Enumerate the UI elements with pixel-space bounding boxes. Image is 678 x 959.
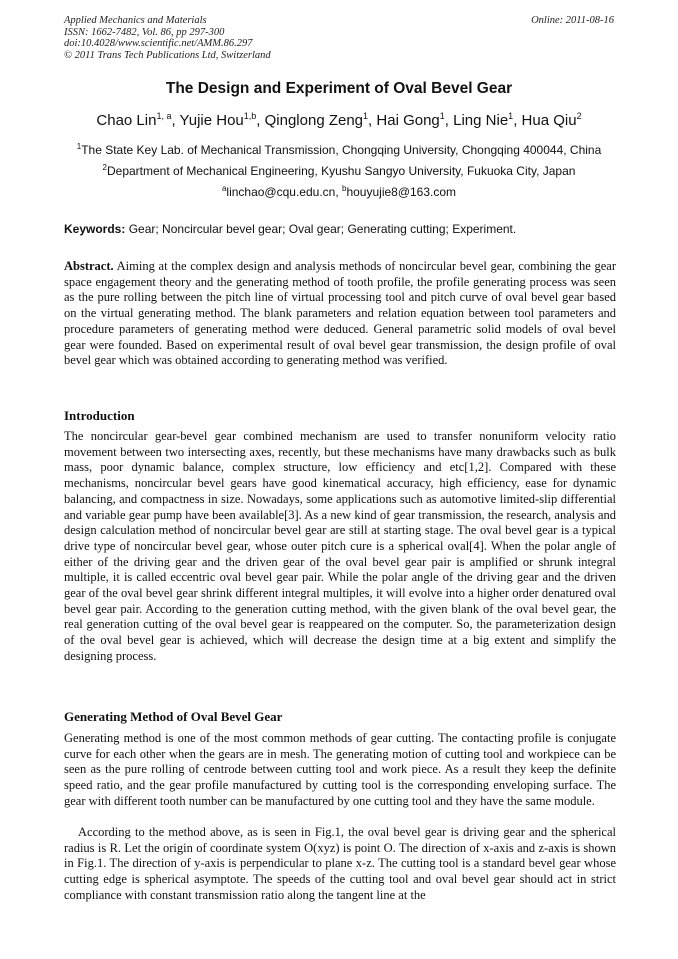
- section-heading: Introduction: [64, 408, 135, 423]
- body-paragraph: According to the method above, as is seen in Fig.1, the oval bevel gear is driving gear and the spherical radius is R. Let the origin of coordinate system O(xyz) is point O. The direction of x-axis and z-axis is shown in Fig.1. The direction of y-axis is perpendicular to plane x-z. The cutting tool is a standard bevel gear whose cutting edge is spherical asymptote. The speeds of the cutting tool and oval bevel gear should act in strict compliance with constant transmission ratio along the tangent line at the: [64, 825, 616, 902]
- author-name: Ling Nie: [453, 112, 509, 129]
- email-address: houyujie8@163.com: [346, 185, 457, 199]
- email-marker: a: [221, 184, 227, 193]
- affiliation-marker: 1: [76, 142, 82, 151]
- author-affil-marker: 1, a: [156, 111, 172, 121]
- keywords-text: Gear; Noncircular bevel gear; Oval gear; Generating cutting; Experiment.: [128, 222, 517, 236]
- author-affil-marker: 1,b: [243, 111, 257, 121]
- issn-line: ISSN: 1662-7482, Vol. 86, pp 297-300: [64, 26, 225, 38]
- author-name: Hai Gong: [376, 112, 440, 129]
- abstract-label: Abstract.: [64, 259, 114, 273]
- paper-title: The Design and Experiment of Oval Bevel Gear: [165, 80, 513, 97]
- affiliation-text: Department of Mechanical Engineering, Kyushu Sangyo University, Fukuoka City, Japan: [106, 164, 576, 178]
- abstract: [64, 259, 616, 369]
- affiliation-marker: 2: [102, 163, 107, 172]
- affiliation: [0, 142, 678, 157]
- author-affil-marker: 2: [576, 111, 582, 121]
- journal-header: [64, 15, 271, 61]
- section-heading: Generating Method of Oval Bevel Gear: [64, 709, 283, 724]
- author-affil-marker: 1: [363, 111, 369, 121]
- online-date: Online: 2011-08-16: [531, 15, 614, 26]
- abstract-text: Aiming at the complex design and analysis methods of noncircular bevel gear, combining the gear space engagement theory and the generating method of tooth profile, the profile generating process was seen as the pure rolling between the pitch line of virtual processing tool and pitch curve of oval bevel gear based on the virtual generating method. The blank parameters and relation equation between tool parameters and procedure parameters of generating method were deduced. General parametric solid models of oval bevel gear were founded. Based on experimental result of oval bevel gear transmission, the design profile of oval bevel gear which was obtained according to generating method was verified.: [64, 259, 617, 368]
- author-affil-marker: 1: [439, 111, 445, 121]
- keywords-label: Keywords:: [64, 222, 126, 236]
- journal-name: Applied Mechanics and Materials: [64, 15, 207, 26]
- doi-line: doi:10.4028/www.scientific.net/AMM.86.297: [64, 38, 253, 50]
- author-name: Qinglong Zeng: [264, 112, 364, 129]
- author-name: Hua Qiu: [521, 112, 577, 129]
- author-name: Chao Lin: [96, 112, 157, 129]
- author-list: Chao Lin$^{1, a}$, Yujie Hou$^{1,b}$, Qinglong Zeng$^1$, Hai Gong$^1$, Ling Nie$^1$, Hua Qiu$^2$: [96, 111, 582, 129]
- author-name: Yujie Hou: [179, 112, 244, 129]
- affiliation-text: The State Key Lab. of Mechanical Transmission, Chongqing University, Chongqing 400044, China: [81, 143, 602, 157]
- email-marker: b: [342, 184, 347, 193]
- body-paragraph: Generating method is one of the most common methods of gear cutting. The contacting profile is conjugate curve for each other when the gears are in mesh. The generating motion of cutting tool and workpiece can be seen as the pure rolling of centrode between cutting tool and work piece. As a result they keep the definite speed ratio, and the gear profile manufactured by cutting tool is the corresponding enveloping surface. The gear with different tooth number can be manufactured by one cutting tool and they have the same module.: [64, 731, 616, 808]
- body-paragraph: The noncircular gear-bevel gear combined mechanism are used to transfer nonuniform velocity ratio movement between two intersecting axes, recently, but these mechanisms have many drawbacks such as bulk mass, poor dynamic balance, complex structure, low efficiency and etc[1,2]. Compared with these mechanisms, noncircular bevel gears have good kinematical accuracy, high efficiency, ease for dynamic balancing, and compactness in size. Nowadays, some applications such as automotive limited-slip differential and variable gear pump have been available[3]. As a new kind of gear transmission, the research, analysis and design calculation method of noncircular bevel gear are still at starting stage. The oval bevel gear is a typical drive type of noncircular bevel gear, whose outer pitch cure is a spherical oval[4]. When the polar angle of either of the driving gear and the driven gear of the oval bevel gear pair is amplified or shrunk integral multiple, it is called eccentric oval bevel gear pair. While the polar angle of the driving gear and the driven gear of the oval bevel gear shrink different integral multiples, it will evolve into a higher order denatured oval bevel gear pair. According to the generation cutting method, with the given blank of the oval bevel gear, the real generation cutting of the oval bevel gear is reappeared on the computer. So, the parameterization design of the oval bevel gear is achieved, which will decrease the design time at a big extent and simplify the designing process.: [64, 429, 616, 663]
- keywords: [64, 222, 616, 236]
- copyright-line: © 2011 Trans Tech Publications Ltd, Switzerland: [64, 49, 271, 61]
- email-address: linchao@cqu.edu.cn: [226, 185, 336, 199]
- author-affil-marker: 1: [508, 111, 514, 121]
- affiliation: [0, 163, 678, 178]
- author-emails: $^a$linchao@cqu.edu.cn, $^b$houyujie8@163.com: [221, 184, 457, 199]
